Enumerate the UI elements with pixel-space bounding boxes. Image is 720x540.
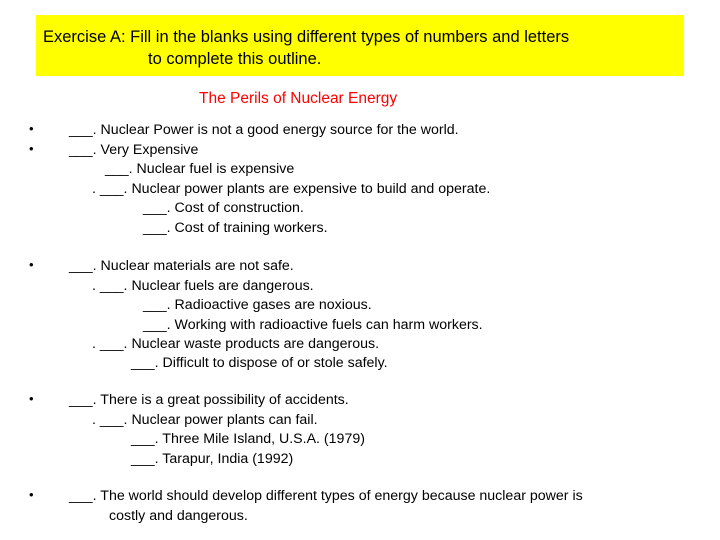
bullet-2: • <box>29 141 34 156</box>
outline-item: ___. Cost of training workers. <box>143 220 328 236</box>
exercise-header <box>36 15 684 76</box>
outline-item: . ___. Nuclear waste products are dangerous. <box>92 336 380 352</box>
outline-item: ___. There is a great possibility of accidents. <box>69 392 349 408</box>
outline-item: ___. Three Mile Island, U.S.A. (1979) <box>131 431 365 447</box>
outline-item: ___. Nuclear Power is not a good energy source for the world. <box>69 122 459 138</box>
outline-item: . ___. Nuclear fuels are dangerous. <box>92 278 314 294</box>
outline-item: . ___. Nuclear power plants are expensive to build and operate. <box>92 181 491 197</box>
outline-item: ___. Cost of construction. <box>143 200 304 216</box>
outline-item: ___. Tarapur, India (1992) <box>131 451 294 467</box>
bullet-3: • <box>29 257 34 272</box>
exercise-instruction-line-2: to complete this outline. <box>148 50 322 68</box>
exercise-instruction-line-1: Exercise A: Fill in the blanks using different types of numbers and letters <box>43 28 570 46</box>
outline-item: ___. Nuclear materials are not safe. <box>69 258 294 274</box>
outline-item: . ___. Nuclear power plants can fail. <box>92 412 318 428</box>
bullet-4: • <box>29 391 34 406</box>
outline-item: ___. Very Expensive <box>69 142 199 158</box>
outline-item: ___. Working with radioactive fuels can harm workers. <box>143 317 483 333</box>
outline-item: ___. Radioactive gases are noxious. <box>143 297 372 313</box>
outline-item: costly and dangerous. <box>109 508 248 524</box>
outline-item: ___. Nuclear fuel is expensive <box>105 161 295 177</box>
outline-title: The Perils of Nuclear Energy <box>199 90 398 107</box>
bullet-5: • <box>29 487 34 502</box>
outline-item: ___. Difficult to dispose of or stole safely. <box>131 355 388 371</box>
outline-item: ___. The world should develop different types of energy because nuclear power is <box>69 488 583 504</box>
bullet-1: • <box>29 121 34 136</box>
